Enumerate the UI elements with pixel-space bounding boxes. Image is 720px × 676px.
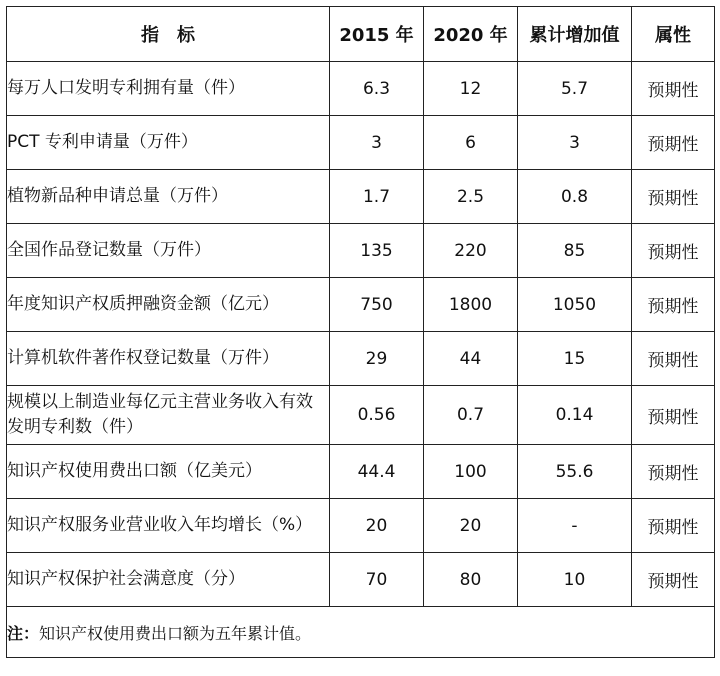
cell-attribute: 预期性: [632, 278, 715, 332]
cell-increase: 5.7: [518, 62, 632, 116]
table-row: [7, 170, 715, 224]
cell-attribute: 预期性: [632, 224, 715, 278]
cell-increase: 1050: [518, 278, 632, 332]
table-row: [7, 332, 715, 386]
header-indicator: 指 标: [7, 7, 330, 62]
cell-2015: 1.7: [330, 170, 424, 224]
cell-2020: 6: [424, 116, 518, 170]
cell-2020: 80: [424, 553, 518, 607]
cell-increase: 10: [518, 553, 632, 607]
cell-2020: 0.7: [424, 386, 518, 445]
cell-increase: 3: [518, 116, 632, 170]
cell-indicator: 计算机软件著作权登记数量（万件）: [7, 332, 330, 386]
cell-indicator: 知识产权使用费出口额（亿美元）: [7, 445, 330, 499]
cell-2015: 750: [330, 278, 424, 332]
cell-increase: 85: [518, 224, 632, 278]
header-increase: 累计增加值: [518, 7, 632, 62]
cell-attribute: 预期性: [632, 116, 715, 170]
cell-indicator: 知识产权保护社会满意度（分）: [7, 553, 330, 607]
cell-2015: 70: [330, 553, 424, 607]
cell-2020: 100: [424, 445, 518, 499]
cell-2020: 12: [424, 62, 518, 116]
table-note: [7, 607, 715, 658]
cell-2015: 3: [330, 116, 424, 170]
table-header-row: [7, 7, 715, 62]
cell-2015: 20: [330, 499, 424, 553]
cell-increase: 0.14: [518, 386, 632, 445]
cell-attribute: 预期性: [632, 62, 715, 116]
cell-indicator: 植物新品种申请总量（万件）: [7, 170, 330, 224]
cell-indicator: 规模以上制造业每亿元主营业务收入有效发明专利数（件）: [7, 386, 330, 445]
cell-attribute: 预期性: [632, 170, 715, 224]
table-row: [7, 116, 715, 170]
cell-attribute: 预期性: [632, 553, 715, 607]
header-2015: 2015 年: [330, 7, 424, 62]
cell-increase: 15: [518, 332, 632, 386]
table-row: [7, 224, 715, 278]
cell-attribute: 预期性: [632, 332, 715, 386]
cell-2015: 29: [330, 332, 424, 386]
header-2020: 2020 年: [424, 7, 518, 62]
cell-2020: 2.5: [424, 170, 518, 224]
table-row: [7, 386, 715, 445]
cell-attribute: 预期性: [632, 445, 715, 499]
cell-increase: -: [518, 499, 632, 553]
cell-indicator: 每万人口发明专利拥有量（件）: [7, 62, 330, 116]
cell-indicator: PCT 专利申请量（万件）: [7, 116, 330, 170]
cell-attribute: 预期性: [632, 499, 715, 553]
cell-2015: 135: [330, 224, 424, 278]
cell-indicator: 年度知识产权质押融资金额（亿元）: [7, 278, 330, 332]
cell-indicator: 知识产权服务业营业收入年均增长（%）: [7, 499, 330, 553]
cell-2020: 1800: [424, 278, 518, 332]
cell-attribute: 预期性: [632, 386, 715, 445]
cell-increase: 55.6: [518, 445, 632, 499]
cell-indicator: 全国作品登记数量（万件）: [7, 224, 330, 278]
header-attribute: 属性: [632, 7, 715, 62]
table-row: [7, 278, 715, 332]
cell-2015: 44.4: [330, 445, 424, 499]
note-label: 注：: [7, 623, 40, 643]
indicator-table: [6, 6, 715, 658]
cell-2015: 6.3: [330, 62, 424, 116]
table-row: [7, 499, 715, 553]
cell-2020: 44: [424, 332, 518, 386]
cell-2015: 0.56: [330, 386, 424, 445]
table-row: [7, 62, 715, 116]
table-row: [7, 553, 715, 607]
cell-increase: 0.8: [518, 170, 632, 224]
table-row: [7, 445, 715, 499]
cell-2020: 220: [424, 224, 518, 278]
note-row: [7, 607, 715, 658]
note-text: 知识产权使用费出口额为五年累计值。: [39, 623, 312, 643]
cell-2020: 20: [424, 499, 518, 553]
